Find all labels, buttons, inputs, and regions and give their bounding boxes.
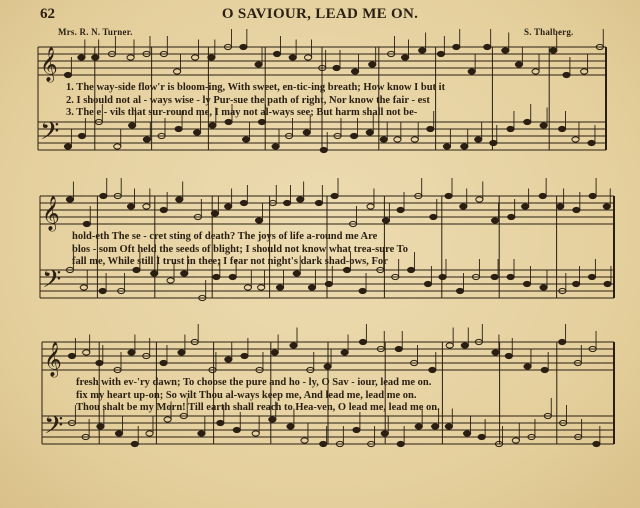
bass-clef-icon: 𝄢 — [42, 265, 62, 300]
note — [359, 288, 366, 293]
note — [367, 204, 374, 209]
note — [255, 218, 262, 223]
note — [331, 193, 338, 198]
note — [446, 343, 453, 348]
note — [194, 130, 201, 135]
note — [411, 137, 418, 142]
note — [550, 48, 557, 53]
note — [272, 144, 279, 149]
note — [96, 360, 103, 365]
note — [573, 207, 580, 212]
note — [502, 48, 509, 53]
note — [284, 200, 291, 205]
note — [174, 69, 181, 74]
note — [233, 427, 240, 432]
note — [305, 55, 312, 60]
note — [100, 193, 107, 198]
note — [143, 204, 150, 209]
treble-notes — [66, 178, 610, 227]
note — [419, 48, 426, 53]
page-number: 62 — [40, 6, 55, 22]
note — [143, 137, 150, 142]
note — [397, 207, 404, 212]
note — [92, 55, 99, 60]
note — [78, 55, 85, 60]
treble-notes — [68, 324, 596, 373]
note — [115, 431, 122, 436]
note — [293, 271, 300, 276]
note — [225, 204, 232, 209]
lyric-line: fresh with ev-'ry dawn; To choose the pure and ho - ly, O Sav - iour, lead me on. — [76, 377, 432, 388]
note — [563, 72, 570, 77]
note — [225, 357, 232, 362]
note — [325, 281, 332, 286]
note — [225, 119, 232, 124]
note — [464, 431, 471, 436]
note — [213, 274, 220, 279]
note — [524, 364, 531, 369]
lyric-line: fall me, While still I trust in thee; I fear not night's dark shad-ows, For — [72, 256, 388, 267]
note — [604, 281, 611, 286]
note — [476, 197, 483, 202]
note — [167, 278, 174, 283]
bass-clef-icon: 𝄢 — [44, 411, 64, 446]
note — [432, 424, 439, 429]
note — [341, 350, 348, 355]
note — [430, 214, 437, 219]
lyric-line: Thou shalt be my Morn! Till earth shall reach to Hea-ven, O lead me, lead me on. — [76, 402, 440, 413]
lyric-line: fix my heart up-on; So wilt Thou al-ways keep me, And lead me, lead me on. — [76, 389, 417, 401]
note — [64, 72, 71, 77]
note — [308, 285, 315, 290]
note — [290, 343, 297, 348]
note — [381, 431, 388, 436]
note — [512, 438, 519, 443]
note — [540, 123, 547, 128]
note — [484, 44, 491, 49]
note — [401, 55, 408, 60]
note — [461, 343, 468, 348]
note — [273, 51, 280, 56]
note — [437, 51, 444, 56]
note — [320, 147, 327, 152]
note — [68, 353, 75, 358]
lyricist-credit: Mrs. R. N. Turner. — [58, 27, 133, 37]
note — [593, 441, 600, 446]
note — [64, 144, 71, 149]
note — [468, 69, 475, 74]
bass-clef-icon: 𝄢 — [40, 117, 60, 152]
note — [315, 200, 322, 205]
note — [176, 197, 183, 202]
note — [192, 55, 199, 60]
note — [507, 126, 514, 131]
note — [539, 193, 546, 198]
note — [198, 431, 205, 436]
treble-clef-icon: 𝄞 — [44, 342, 62, 377]
hymn-title: O SAVIOUR, LEAD ME ON. — [221, 6, 419, 22]
note — [244, 285, 251, 290]
note — [456, 288, 463, 293]
note — [160, 207, 167, 212]
note — [522, 204, 529, 209]
note — [445, 193, 452, 198]
note — [131, 441, 138, 446]
note — [415, 424, 422, 429]
note — [369, 62, 376, 67]
note — [515, 62, 522, 67]
note — [491, 218, 498, 223]
note — [380, 137, 387, 142]
note — [97, 424, 104, 429]
note — [114, 144, 121, 149]
note — [164, 417, 171, 422]
note — [475, 137, 482, 142]
note — [491, 274, 498, 279]
note — [303, 130, 310, 135]
note — [557, 204, 564, 209]
note — [209, 123, 216, 128]
note — [240, 200, 247, 205]
note — [382, 218, 389, 223]
note — [289, 55, 296, 60]
note — [80, 285, 87, 290]
note — [66, 197, 73, 202]
note — [83, 221, 90, 226]
note — [178, 350, 185, 355]
note — [439, 274, 446, 279]
note — [252, 431, 259, 436]
note — [258, 285, 265, 290]
note — [160, 360, 167, 365]
note — [127, 55, 134, 60]
note — [397, 441, 404, 446]
note — [572, 137, 579, 142]
note — [175, 126, 182, 131]
note — [478, 434, 485, 439]
note — [128, 350, 135, 355]
note — [408, 267, 415, 272]
note — [443, 144, 450, 149]
note — [453, 44, 460, 49]
composer-credit: S. Thalberg. — [524, 27, 574, 37]
treble-clef-icon: 𝄞 — [40, 47, 58, 82]
note — [211, 211, 218, 216]
note — [589, 193, 596, 198]
note — [588, 274, 595, 279]
note — [333, 65, 340, 70]
note — [523, 281, 530, 286]
note — [581, 69, 588, 74]
note — [558, 126, 565, 131]
note — [83, 350, 90, 355]
note — [490, 140, 497, 145]
note — [353, 427, 360, 432]
note — [424, 281, 431, 286]
note — [229, 274, 236, 279]
note — [359, 339, 366, 344]
note — [269, 417, 276, 422]
lyric-line: 1. The way-side flow'r is bloom-ing, With sweet, en-tic-ing breath; How know I but it — [66, 82, 446, 93]
note — [461, 144, 468, 149]
lyrics-system-1 — [66, 82, 445, 120]
note — [429, 367, 436, 372]
note — [99, 288, 106, 293]
note — [208, 55, 215, 60]
note — [241, 353, 248, 358]
note — [540, 285, 547, 290]
note — [394, 137, 401, 142]
note — [301, 438, 308, 443]
lyrics-system-3 — [76, 377, 440, 415]
note — [129, 123, 136, 128]
treble-clef-icon: 𝄞 — [42, 196, 60, 231]
lyric-line: 2. I should not al - ways wise - ly Pur-sue the path of right, Nor know the fair - est — [66, 94, 430, 106]
note — [350, 133, 357, 138]
note — [603, 204, 610, 209]
treble-notes — [64, 29, 603, 78]
note — [78, 133, 85, 138]
note — [505, 353, 512, 358]
note — [271, 350, 278, 355]
note — [276, 285, 283, 290]
note — [217, 420, 224, 425]
note — [460, 204, 467, 209]
note — [559, 339, 566, 344]
note — [524, 119, 531, 124]
lyric-line: blos - som Oft held the seeds of blight; I should not know what trea-sure To — [72, 243, 408, 255]
note — [181, 271, 188, 276]
note — [127, 204, 134, 209]
note — [427, 126, 434, 131]
note — [395, 346, 402, 351]
note — [324, 364, 331, 369]
note — [508, 214, 515, 219]
lyric-line: 3. The e - vils that sur-round me, I may not al-ways see; But harm shall not be- — [66, 107, 418, 118]
note — [541, 367, 548, 372]
note — [240, 44, 247, 49]
note — [287, 424, 294, 429]
note — [588, 140, 595, 145]
lyrics-system-2 — [72, 231, 408, 269]
note — [507, 274, 514, 279]
note — [297, 197, 304, 202]
note — [320, 441, 327, 446]
lyric-line: hold-eth The se - cret sting of death? The joys of life a-round me Are — [72, 231, 378, 242]
note — [151, 271, 158, 276]
note — [258, 119, 265, 124]
note — [445, 424, 452, 429]
note — [532, 69, 539, 74]
note — [255, 62, 262, 67]
note — [146, 431, 153, 436]
note — [366, 130, 373, 135]
note — [573, 281, 580, 286]
note — [492, 350, 499, 355]
note — [351, 69, 358, 74]
note — [243, 137, 250, 142]
